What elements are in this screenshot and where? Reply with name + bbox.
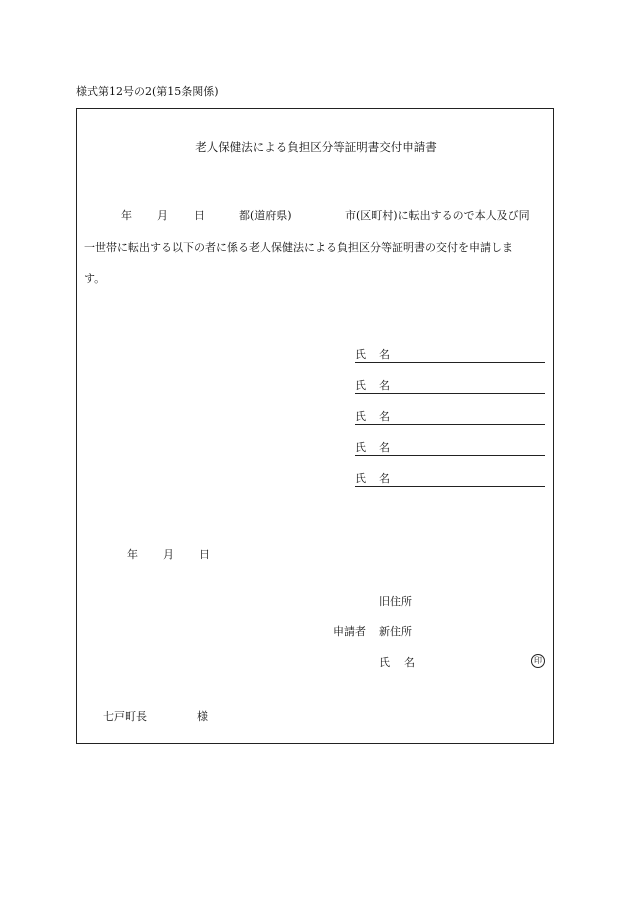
applicant-label: 申請者 bbox=[333, 625, 366, 638]
name-row bbox=[355, 346, 545, 363]
name-row bbox=[355, 470, 545, 487]
name-label-mei: 名 bbox=[379, 441, 390, 454]
date-month: 月 bbox=[163, 548, 174, 561]
name-label-shi: 氏 bbox=[355, 441, 366, 454]
addressee-honorific: 様 bbox=[197, 710, 208, 723]
date-day: 日 bbox=[199, 548, 210, 561]
form-number: 様式第12号の2(第15条関係) bbox=[76, 85, 219, 98]
body-line-3: す。 bbox=[84, 272, 106, 285]
applicant-name-shi: 氏 bbox=[379, 656, 390, 669]
date-year: 年 bbox=[127, 548, 138, 561]
name-label-shi: 氏 bbox=[355, 410, 366, 423]
name-label-mei: 名 bbox=[379, 410, 390, 423]
new-address-label: 新住所 bbox=[379, 625, 412, 638]
body-month: 月 bbox=[157, 209, 168, 222]
application-form bbox=[76, 108, 554, 744]
document-title: 老人保健法による負担区分等証明書交付申請書 bbox=[195, 140, 437, 154]
seal-icon: 印 bbox=[531, 654, 545, 668]
name-label-mei: 名 bbox=[379, 472, 390, 485]
body-line-2: 一世帯に転出する以下の者に係る老人保健法による負担区分等証明書の交付を申請しま bbox=[84, 241, 513, 254]
name-row bbox=[355, 377, 545, 394]
addressee-title: 七戸町長 bbox=[103, 710, 147, 723]
name-row bbox=[355, 408, 545, 425]
name-label-mei: 名 bbox=[379, 379, 390, 392]
body-city: 市(区町村)に転出するので本人及び同 bbox=[345, 209, 530, 222]
name-label-shi: 氏 bbox=[355, 348, 366, 361]
body-year: 年 bbox=[121, 209, 132, 222]
body-prefecture: 都(道府県) bbox=[239, 209, 292, 222]
name-label-mei: 名 bbox=[379, 348, 390, 361]
old-address-label: 旧住所 bbox=[379, 595, 412, 608]
applicant-name-mei: 名 bbox=[404, 656, 415, 669]
name-label-shi: 氏 bbox=[355, 379, 366, 392]
name-row bbox=[355, 439, 545, 456]
name-label-shi: 氏 bbox=[355, 472, 366, 485]
body-day: 日 bbox=[194, 209, 205, 222]
